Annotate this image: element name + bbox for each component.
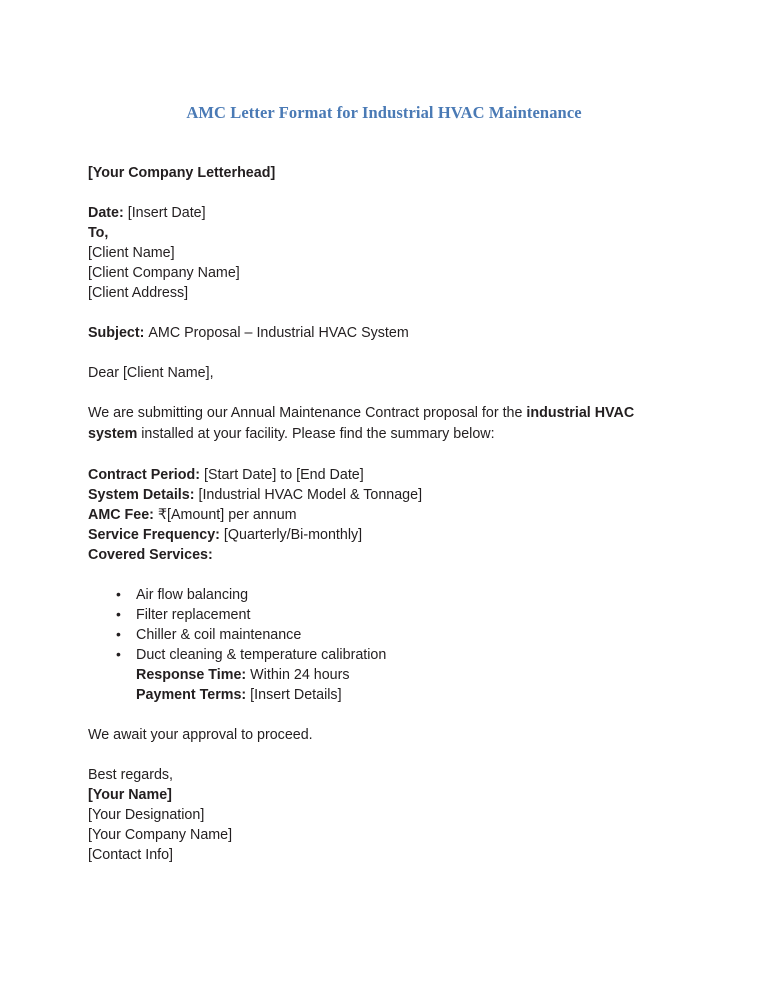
sender-designation: [Your Designation] [88, 807, 205, 823]
date-value: [Insert Date] [127, 205, 206, 221]
detail-value: [Industrial HVAC Model & Tonnage] [198, 487, 423, 503]
date-line [88, 203, 668, 223]
spacer [88, 303, 668, 323]
client-name: [Client Name] [88, 245, 175, 261]
page-title: AMC Letter Format for Industrial HVAC Maintenance [186, 103, 582, 122]
intro-part-2: installed at your facility. Please find the summary below: [137, 426, 495, 442]
spacer [88, 445, 668, 465]
covered-services-heading [88, 545, 668, 565]
list-item [88, 585, 668, 605]
await-approval-line: We await your approval to proceed. [88, 727, 313, 743]
spacer [88, 183, 668, 203]
list-item-label: Duct cleaning & temperature calibration [136, 647, 387, 663]
date-label: Date: [88, 205, 124, 221]
detail-label: Contract Period: [88, 467, 201, 483]
client-company-name: [Client Company Name] [88, 265, 240, 281]
spacer [88, 745, 668, 765]
list-item-label: Filter replacement [136, 607, 251, 623]
response-time-label: Response Time: [136, 667, 247, 683]
spacer [88, 343, 668, 363]
covered-services-list [88, 585, 668, 705]
subject-value: AMC Proposal – Industrial HVAC System [148, 325, 409, 341]
payment-terms-label: Payment Terms: [136, 687, 247, 703]
detail-row [88, 505, 668, 525]
subject-label: Subject: [88, 325, 145, 341]
best-regards: Best regards, [88, 767, 174, 783]
spacer [88, 705, 668, 725]
response-time-row [88, 665, 668, 685]
detail-value: ₹[Amount] per annum [157, 507, 297, 523]
detail-value: [Start Date] to [End Date] [204, 467, 364, 483]
list-item-label: Chiller & coil maintenance [136, 627, 302, 643]
payment-terms-value: [Insert Details] [250, 687, 342, 703]
subject-line [88, 323, 668, 343]
list-item [88, 645, 668, 665]
salutation: Dear [Client Name], [88, 365, 214, 381]
spacer [88, 383, 668, 403]
sender-contact-info: [Contact Info] [88, 847, 174, 863]
list-item [88, 605, 668, 625]
spacer [88, 565, 668, 585]
detail-label: System Details: [88, 487, 195, 503]
letter-body [88, 163, 668, 865]
detail-value: [Quarterly/Bi-monthly] [223, 527, 363, 543]
list-item [88, 625, 668, 645]
intro-part-1: We are submitting our Annual Maintenance Contract proposal for the [88, 405, 527, 421]
detail-row [88, 485, 668, 505]
detail-row [88, 525, 668, 545]
intro-bold-phrase: industrial HVAC system [88, 405, 635, 442]
response-time-value: Within 24 hours [250, 667, 350, 683]
detail-row [88, 465, 668, 485]
client-address: [Client Address] [88, 285, 189, 301]
payment-terms-row [88, 685, 668, 705]
intro-paragraph [88, 403, 666, 445]
sender-company: [Your Company Name] [88, 827, 233, 843]
detail-label: Covered Services: [88, 547, 213, 563]
company-letterhead-placeholder: [Your Company Letterhead] [88, 165, 276, 181]
list-item-label: Air flow balancing [136, 587, 249, 603]
sender-name: [Your Name] [88, 787, 172, 803]
detail-label: Service Frequency: [88, 527, 220, 543]
to-label: To, [88, 225, 109, 241]
detail-label: AMC Fee: [88, 507, 154, 523]
